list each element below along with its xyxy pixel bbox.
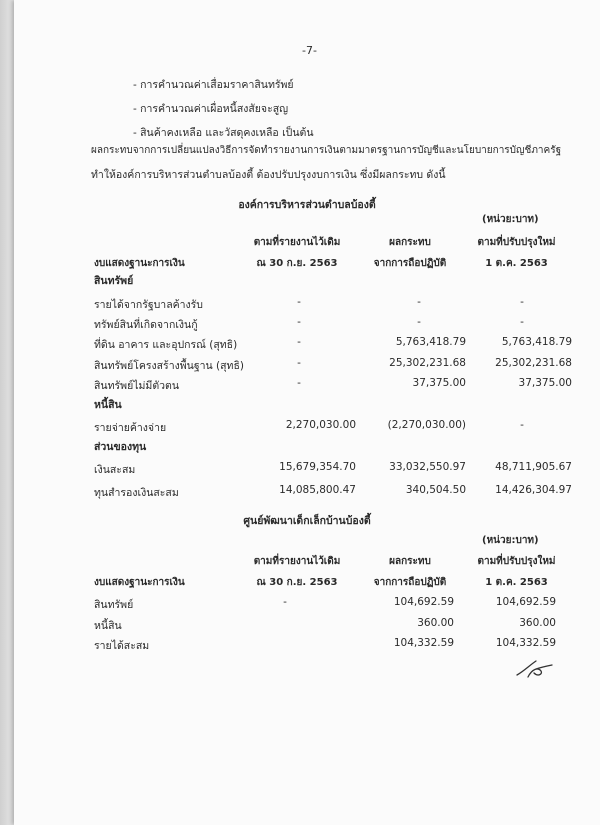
table1-unit: (หน่วย:บาท) [482,214,539,225]
table1-col1-header: ตามที่รายงานไว้เดิม [253,237,341,248]
table-cell: 104,692.59 [393,596,454,608]
paragraph-line: ทำให้องค์การบริหารส่วนตำบลบ้องตี้ ต้องปรับปรุงงบการเงิน ซึ่งมีผลกระทบ ดังนี้ [91,169,446,181]
table-row-label: หนี้สิน [94,620,122,632]
bullet-item: - การคำนวณค่าเสื่อมราคาสินทรัพย์ [133,79,294,91]
table-row-label: สินทรัพย์ [94,599,134,611]
table-cell: - [520,419,524,431]
table-cell: - [520,296,524,308]
paragraph-line: ผลกระทบจากการเปลี่ยนแปลงวิธีการจัดทำรายงานการเงินตามมาตรฐานการบัญชีและนโยบายการบัญชีภาครัฐ [91,145,562,156]
table1-col1-subheader: ณ 30 ก.ย. 2563 [256,258,338,269]
table2-col2-header: ผลกระทบ [389,556,431,567]
section-equity: ส่วนของทุน [94,441,147,453]
table1-label-header: งบแสดงฐานะการเงิน [94,258,185,269]
table-cell: 33,032,550.97 [389,461,466,473]
table-cell: 14,426,304.97 [495,484,572,496]
table-row-label: รายจ่ายค้างจ่าย [94,422,167,434]
table-cell: 104,332.59 [495,637,556,649]
table-cell: 2,270,030.00 [285,419,356,431]
table-row-label: สินทรัพย์โครงสร้างพื้นฐาน (สุทธิ) [94,360,244,372]
table-cell: - [520,316,524,328]
table-cell: - [297,316,301,328]
table-cell: 360.00 [417,617,454,629]
table-cell: 340,504.50 [405,484,466,496]
table-row-label: ทุนสำรองเงินสะสม [94,487,179,499]
table2-col3-header: ตามที่ปรับปรุงใหม่ [477,556,556,567]
table2-unit: (หน่วย:บาท) [482,535,539,546]
section-assets: สินทรัพย์ [94,275,134,287]
table-cell: 14,085,800.47 [279,484,356,496]
table1-col3-header: ตามที่ปรับปรุงใหม่ [477,237,556,248]
table-row-label: เงินสะสม [94,464,136,476]
table-cell: 360.00 [519,617,556,629]
table-cell: 25,302,231.68 [495,357,572,369]
bullet-item: - การคำนวณค่าเผื่อหนี้สงสัยจะสูญ [133,103,289,115]
scan-edge [0,0,14,825]
table-row-label: ทรัพย์สินที่เกิดจากเงินกู้ [94,319,198,331]
table2-title: ศูนย์พัฒนาเด็กเล็กบ้านบ้องตี้ [243,515,371,527]
table2-label-header: งบแสดงฐานะการเงิน [94,577,185,588]
document-page [14,0,600,825]
table2-col1-header: ตามที่รายงานไว้เดิม [253,556,341,567]
table-row-label: ที่ดิน อาคาร และอุปกรณ์ (สุทธิ) [94,339,238,351]
table1-col2-subheader: จากการถือปฏิบัติ [373,258,447,269]
bullet-item: - สินค้าคงเหลือ และวัสดุคงเหลือ เป็นต้น [133,127,314,139]
table-row-label: รายได้จากรัฐบาลค้างรับ [94,299,203,311]
table1-col2-header: ผลกระทบ [389,237,431,248]
table-cell: 5,763,418.79 [501,336,572,348]
signature-mark [514,655,554,681]
table-cell: 37,375.00 [518,377,572,389]
page-number: -7- [302,44,317,57]
table2-col2-subheader: จากการถือปฏิบัติ [373,577,447,588]
table-cell: 37,375.00 [412,377,466,389]
table-row-label: รายได้สะสม [94,640,150,652]
table-cell: 104,692.59 [495,596,556,608]
table-cell: - [297,336,301,348]
table-cell: - [297,296,301,308]
table2-col3-subheader: 1 ต.ค. 2563 [485,577,548,588]
section-liabilities: หนี้สิน [94,399,122,411]
table-cell: - [417,296,421,308]
table2-col1-subheader: ณ 30 ก.ย. 2563 [256,577,338,588]
table-cell: 15,679,354.70 [279,461,356,473]
table-cell: - [417,316,421,328]
table-cell: 48,711,905.67 [495,461,572,473]
table1-title: องค์การบริหารส่วนตำบลบ้องตี้ [238,199,376,211]
table-row-label: สินทรัพย์ไม่มีตัวตน [94,380,180,392]
table-cell: - [297,377,301,389]
table-cell: 5,763,418.79 [395,336,466,348]
table-cell: 104,332.59 [393,637,454,649]
table-cell: 25,302,231.68 [389,357,466,369]
table-cell: - [297,357,301,369]
table-cell: - [283,596,287,608]
table1-col3-subheader: 1 ต.ค. 2563 [485,258,548,269]
table-cell: (2,270,030.00) [387,419,466,431]
